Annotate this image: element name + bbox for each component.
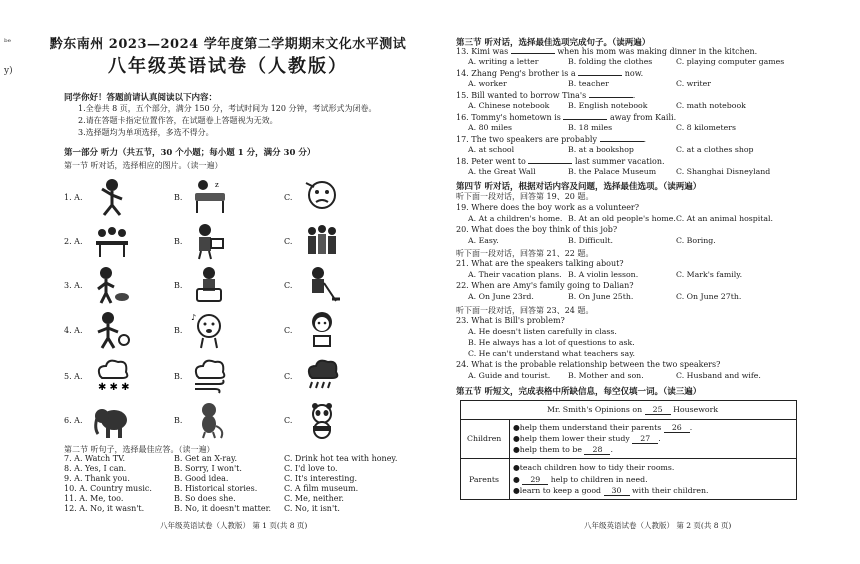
sick-boy-icon xyxy=(302,177,342,217)
answer-option: C. Husband and wife. xyxy=(676,371,761,380)
answer-option: 12. A. No, it wasn't. xyxy=(64,504,145,513)
option-label: C. xyxy=(284,372,293,381)
page-footer: 八年级英语试卷（人教版） 第 1 页(共 8 页) xyxy=(160,521,308,530)
question-text: . xyxy=(632,91,636,100)
boy-with-ball-icon xyxy=(92,310,132,350)
answer-blank: 28 xyxy=(584,445,610,455)
option-label: 6. A. xyxy=(64,416,83,425)
exam-title-line1: 黔东南州 2023—2024 学年度第二学期期末文化水平测试 xyxy=(49,37,407,52)
answer-option: C. At an animal hospital. xyxy=(676,214,774,223)
picture-question-row xyxy=(64,356,364,396)
answer-option: C. Boring. xyxy=(676,236,716,245)
answer-option: A. Easy. xyxy=(468,236,499,245)
question-19: 19. Where does the boy work as a volunteer? xyxy=(456,203,640,212)
answer-option: B. Get an X-ray. xyxy=(174,454,238,463)
table-item xyxy=(513,434,661,444)
dancing-boy-icon xyxy=(92,177,132,217)
option-label: C. xyxy=(284,326,293,335)
section4-subheading: 听下面一段对话，回答第 23、24 题。 xyxy=(456,306,594,315)
answer-option: C. Drink hot tea with honey. xyxy=(284,454,398,463)
picture-question-row xyxy=(64,400,364,440)
picture-question-row xyxy=(64,221,364,261)
option-label: 2. A. xyxy=(64,237,83,246)
table-item-text: . xyxy=(658,434,661,443)
picture-question-row xyxy=(64,310,364,350)
rain-cloud-icon xyxy=(302,356,342,396)
margin-mark: ᵇᵉ xyxy=(4,38,12,48)
picture-question-row xyxy=(64,265,364,305)
answer-option: A. at school xyxy=(468,145,515,154)
question-text: 18. Peter went to xyxy=(456,157,526,166)
section3-heading: 第三节 听对话，选择最佳选项完成句子。（读两遍） xyxy=(456,38,651,48)
question-text: 14. Zhang Peng's brother is a xyxy=(456,69,576,78)
answer-option: C. at a clothes shop xyxy=(676,145,754,154)
answer-option: A. the Great Wall xyxy=(468,167,536,176)
answer-blank: 25 xyxy=(645,405,671,415)
option-label: B. xyxy=(174,416,183,425)
question-23: 23. What is Bill's problem? xyxy=(456,316,565,325)
table-item xyxy=(513,423,692,433)
answer-option: C. math notebook xyxy=(676,101,746,110)
panda-icon xyxy=(302,400,342,440)
answer-blank: 30 xyxy=(604,486,630,496)
answer-option: A. Their vacation plans. xyxy=(468,270,562,279)
answer-option: 9. A. Thank you. xyxy=(64,474,130,483)
question-text: 17. The two speakers are probably xyxy=(456,135,597,144)
note-item: 3.选择题均为单项选择，多选不得分。 xyxy=(78,128,214,137)
option-label: B. xyxy=(174,237,183,246)
option-label: C. xyxy=(284,281,293,290)
answer-option: 11. A. Me, too. xyxy=(64,494,124,503)
answer-option: B. 18 miles xyxy=(568,123,613,132)
answer-blank: 29 xyxy=(522,475,548,485)
note-item: 1.全卷共 8 页，五个部分，满分 150 分，考试时间为 120 分钟，考试形式为闭卷。 xyxy=(78,104,377,113)
family-dinner-icon xyxy=(92,221,132,261)
answer-blank xyxy=(600,134,644,142)
margin-mark: y) xyxy=(4,66,13,76)
answer-option: B. Difficult. xyxy=(568,236,613,245)
svg-text:♪: ♪ xyxy=(191,313,197,322)
answer-option: B. folding the clothes xyxy=(568,57,653,66)
option-label: 5. A. xyxy=(64,372,83,381)
girl-washing-icon xyxy=(189,265,229,305)
answer-option: C. On June 27th. xyxy=(676,292,742,301)
answer-option: B. the Palace Museum xyxy=(568,167,657,176)
option-label: B. xyxy=(174,281,183,290)
answer-option: A. On June 23rd. xyxy=(468,292,534,301)
answer-option: A. At a children's home. xyxy=(468,214,563,223)
section4-subheading: 听下面一段对话，回答第 19、20 题。 xyxy=(456,192,594,201)
question-text: when his mom was making dinner in the kitchen. xyxy=(557,47,758,56)
answer-blank: 26 xyxy=(664,423,690,433)
table-title xyxy=(547,405,718,415)
answer-option: B. A violin lesson. xyxy=(568,270,639,279)
snow-cloud-icon xyxy=(92,356,132,396)
boy-with-book-icon xyxy=(302,310,342,350)
answer-blank: 27 xyxy=(632,434,658,444)
answer-option: C. playing computer games xyxy=(676,57,785,66)
girl-reading-icon xyxy=(189,221,229,261)
answer-blank xyxy=(528,156,572,164)
question-21: 21. What are the speakers talking about? xyxy=(456,259,624,268)
answer-option: 10. A. Country music. xyxy=(64,484,152,493)
exam-title-line2: 八年级英语试卷（人教版） xyxy=(108,56,348,77)
answer-option: C. It's interesting. xyxy=(284,474,358,483)
answer-option: C. He can't understand what teachers say. xyxy=(468,349,636,358)
svg-text:✱ ✱ ✱: ✱ ✱ ✱ xyxy=(98,382,130,393)
option-label: C. xyxy=(284,416,293,425)
svg-text:z: z xyxy=(215,181,219,189)
answer-option: C. I'd love to. xyxy=(284,464,338,473)
option-label: C. xyxy=(284,193,293,202)
answer-blank xyxy=(589,90,633,98)
table-title-text: Mr. Smith's Opinions on xyxy=(547,405,643,414)
option-label: B. xyxy=(174,193,183,202)
table-item-text: with their children. xyxy=(631,486,709,495)
table-item xyxy=(513,486,708,496)
answer-option: B. at a bookshop xyxy=(568,145,634,154)
question-16 xyxy=(456,112,676,122)
answer-option: C. A film museum. xyxy=(284,484,359,493)
question-text: 15. Bill wanted to borrow Tina's xyxy=(456,91,587,100)
table-item-text: ●help them understand their parents xyxy=(513,423,662,432)
answer-option: 8. A. Yes, I can. xyxy=(64,464,127,473)
table-item-text: ●help them lower their study xyxy=(513,434,630,443)
answer-option: A. writing a letter xyxy=(468,57,539,66)
table-item xyxy=(513,445,613,455)
answer-option: B. English notebook xyxy=(568,101,648,110)
picture-question-row xyxy=(64,177,364,217)
monkey-icon xyxy=(189,400,229,440)
section4-heading: 第四节 听对话，根据对话内容及问题，选择最佳选项。（读两遍） xyxy=(456,182,702,192)
answer-option: B. Mother and son. xyxy=(568,371,644,380)
question-18 xyxy=(456,156,665,166)
answer-option: B. No, it doesn't matter. xyxy=(174,504,272,513)
option-label: B. xyxy=(174,326,183,335)
answer-option: C. Me, neither. xyxy=(284,494,344,503)
opinions-table xyxy=(460,400,797,500)
option-label: 3. A. xyxy=(64,281,83,290)
question-text: 16. Tommy's hometown is xyxy=(456,113,561,122)
question-text: last summer vacation. xyxy=(574,157,665,166)
question-15 xyxy=(456,90,635,100)
table-item-text: ●help them to be xyxy=(513,445,582,454)
windy-cloud-icon xyxy=(189,356,229,396)
question-text: 13. Kimi was xyxy=(456,47,509,56)
table-item-text: ● xyxy=(513,475,520,484)
question-17 xyxy=(456,134,646,144)
answer-option: B. teacher xyxy=(568,79,609,88)
answer-option: A. Guide and tourist. xyxy=(468,371,551,380)
answer-option: C. writer xyxy=(676,79,712,88)
answer-option: C. Mark's family. xyxy=(676,270,743,279)
answer-blank xyxy=(563,112,607,120)
answer-option: B. At an old people's home. xyxy=(568,214,676,223)
table-title-text: Housework xyxy=(673,405,719,414)
answer-option: C. Shanghai Disneyland xyxy=(676,167,771,176)
table-item: ●teach children how to tidy their rooms. xyxy=(513,463,675,472)
note-item: 2.请在答题卡指定位置作答，在试题卷上答题视为无效。 xyxy=(78,116,278,125)
answer-option: B. Sorry, I won't. xyxy=(174,464,242,473)
answer-option: A. He doesn't listen carefully in class. xyxy=(468,327,617,336)
boy-cleaning-icon xyxy=(302,265,342,305)
table-item-text: . xyxy=(689,423,693,432)
question-text: away from Kaili. xyxy=(609,113,677,122)
girl-singing-icon xyxy=(189,310,229,350)
question-22: 22. When are Amy's family going to Dalian? xyxy=(456,281,634,290)
section4-subheading: 听下面一段对话，回答第 21、22 题。 xyxy=(456,249,594,258)
table-item xyxy=(513,475,648,485)
question-20: 20. What does the boy think of this job? xyxy=(456,225,618,234)
question-14 xyxy=(456,68,643,78)
family-group-icon xyxy=(302,221,342,261)
option-label: B. xyxy=(174,372,183,381)
question-13 xyxy=(456,46,757,56)
answer-option: B. Historical stories. xyxy=(174,484,258,493)
answer-option: A. worker xyxy=(468,79,507,88)
answer-option: A. 80 miles xyxy=(468,123,512,132)
sleeping-girl-icon xyxy=(189,177,229,217)
part1-heading: 第一部分 听力（共五节，30 个小题；每小题 1 分，满分 30 分） xyxy=(64,148,316,158)
option-label: C. xyxy=(284,237,293,246)
option-label: 1. A. xyxy=(64,193,83,202)
page-footer: 八年级英语试卷（人教版） 第 2 页(共 8 页) xyxy=(584,521,732,530)
answer-option: B. He always has a lot of questions to ask. xyxy=(468,338,635,347)
answer-blank xyxy=(511,46,555,54)
answer-option: C. No, it isn't. xyxy=(284,504,340,513)
section2-heading: 第二节 听句子，选择最佳应答。（读一遍） xyxy=(64,445,215,454)
table-item-text: . xyxy=(610,445,613,454)
girl-with-dog-icon xyxy=(92,265,132,305)
question-text: . xyxy=(643,135,647,144)
section5-heading: 第五节 听短文，完成表格中所缺信息，每空仅填一词。（读三遍） xyxy=(456,387,702,397)
table-item-text: ●learn to keep a good xyxy=(513,486,602,495)
table-item-text: help to children in need. xyxy=(550,475,648,484)
answer-option: B. So does she. xyxy=(174,494,236,503)
answer-option: B. Good idea. xyxy=(174,474,229,483)
question-text: now. xyxy=(624,69,644,78)
answer-option: 7. A. Watch TV. xyxy=(64,454,125,463)
answer-option: A. Chinese notebook xyxy=(468,101,550,110)
notes-heading: 同学你好！答题前请认真阅读以下内容： xyxy=(64,93,218,103)
elephant-icon xyxy=(92,400,132,440)
option-label: 4. A. xyxy=(64,326,83,335)
answer-option: C. 8 kilometers xyxy=(676,123,736,132)
row-label-children: Children xyxy=(467,434,502,443)
question-24: 24. What is the probable relationship between the two speakers? xyxy=(456,360,721,369)
section1-heading: 第一节 听对话，选择相应的图片。（读一遍） xyxy=(64,161,223,170)
answer-blank xyxy=(578,68,622,76)
answer-option: B. On June 25th. xyxy=(568,292,634,301)
row-label-parents: Parents xyxy=(469,475,500,484)
